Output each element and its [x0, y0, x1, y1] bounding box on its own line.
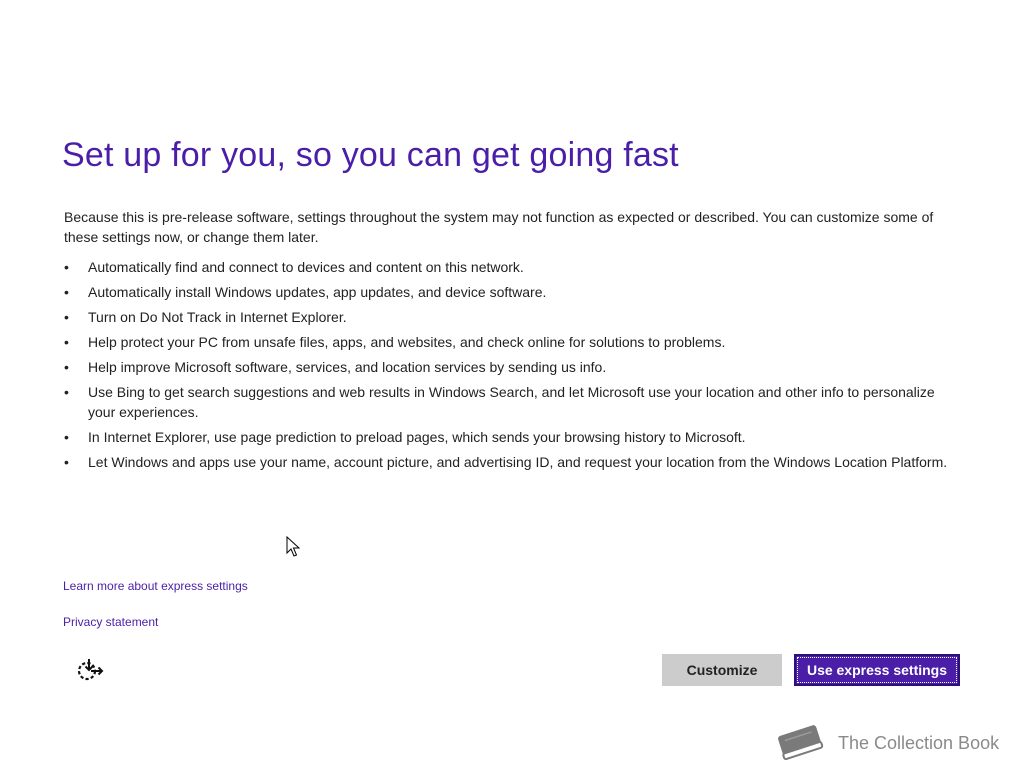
page-title: Set up for you, so you can get going fast: [62, 136, 679, 174]
list-item: [64, 427, 954, 447]
list-item: [64, 452, 954, 472]
list-item-text: Automatically install Windows updates, app updates, and device software.: [88, 284, 547, 300]
watermark-text: The Collection Book: [838, 733, 1000, 753]
bullet-dot: •: [64, 359, 69, 375]
list-item: [64, 382, 954, 422]
customize-button[interactable]: Customize: [662, 654, 782, 686]
mouse-pointer-icon: [286, 536, 302, 558]
book-icon: [772, 718, 828, 766]
list-item: [64, 257, 954, 277]
list-item-text: Help improve Microsoft software, services, and location services by sending us info.: [88, 359, 607, 375]
list-item: [64, 332, 954, 352]
list-item: [64, 357, 954, 377]
use-express-settings-button[interactable]: Use express settings: [794, 654, 960, 686]
bullet-dot: •: [64, 284, 69, 300]
list-item-text: Turn on Do Not Track in Internet Explorer.: [88, 309, 347, 325]
bullet-dot: •: [64, 429, 69, 445]
bullet-dot: •: [64, 384, 69, 400]
bullet-dot: •: [64, 259, 69, 275]
settings-list: [64, 257, 954, 477]
bullet-dot: •: [64, 454, 69, 470]
bullet-dot: •: [64, 309, 69, 325]
ease-of-access-icon[interactable]: [74, 656, 104, 686]
watermark: [770, 718, 1020, 768]
intro-paragraph: Because this is pre-release software, settings throughout the system may not function as expected or described. You can customize some of these settings now, or change them later.: [64, 209, 934, 245]
learn-more-link[interactable]: Learn more about express settings: [63, 579, 248, 593]
list-item: [64, 282, 954, 302]
list-item-text: Let Windows and apps use your name, account picture, and advertising ID, and request your location from the Windows Location Platform.: [88, 454, 948, 470]
list-item-text: Help protect your PC from unsafe files, apps, and websites, and check online for solutions to problems.: [88, 334, 726, 350]
bullet-dot: •: [64, 334, 69, 350]
list-item-text: Automatically find and connect to devices and content on this network.: [88, 259, 524, 275]
list-item-text: Use Bing to get search suggestions and web results in Windows Search, and let Microsoft use your location and other info to personalize your experiences.: [88, 384, 935, 420]
privacy-statement-link[interactable]: Privacy statement: [63, 615, 159, 629]
list-item-text: In Internet Explorer, use page prediction to preload pages, which sends your browsing history to Microsoft.: [88, 429, 746, 445]
list-item: [64, 307, 954, 327]
